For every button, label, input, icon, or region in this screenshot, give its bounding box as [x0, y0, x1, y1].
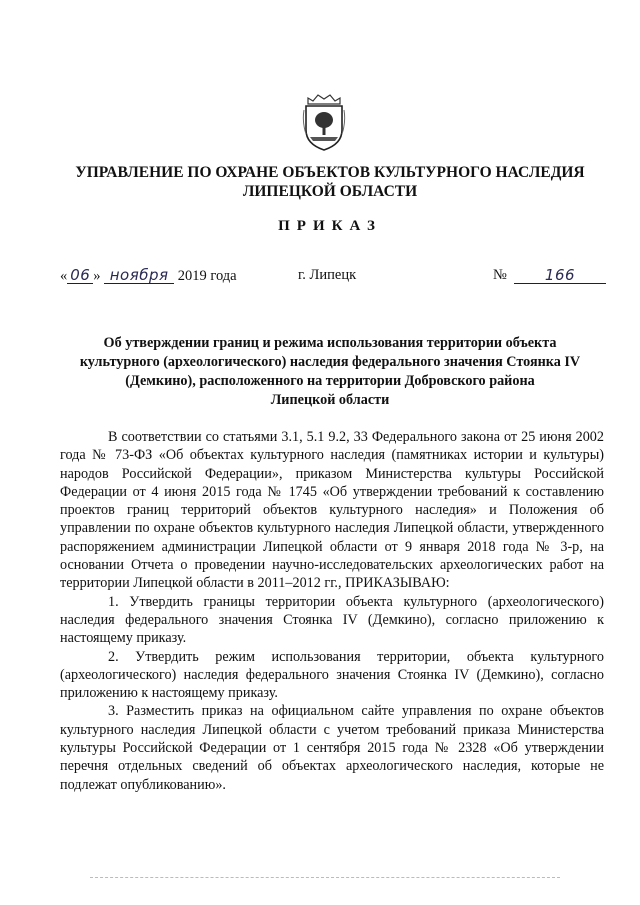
- date-month: ноября: [104, 267, 174, 284]
- subject-line1: Об утверждении границ и режима использования территории объекта: [103, 335, 557, 351]
- order-city: г. Липецк: [298, 267, 357, 283]
- order-date: [60, 267, 237, 285]
- agency-name: [60, 163, 600, 201]
- scan-bottom-edge: [90, 877, 560, 878]
- subject-line3: (Демкино), расположенного на территории Добровского района: [125, 373, 535, 389]
- order-subject: [60, 334, 600, 410]
- subject-line2: культурного (археологического) наследия федерального значения Стоянка IV: [79, 354, 581, 370]
- subject-line4: Липецкой области: [270, 392, 390, 408]
- coat-of-arms-icon: [302, 90, 346, 152]
- date-close-quote: »: [93, 268, 101, 284]
- agency-name-line2: ЛИПЕЦКОЙ ОБЛАСТИ: [242, 183, 418, 200]
- order-title: ПРИКАЗ: [278, 218, 382, 234]
- order-item-2: 2. Утвердить режим использования территории, объекта культурного (археологического) наследия федерального значения Стоянка IV (Демкино), согласно приложению к настоящему приказу.: [60, 648, 604, 702]
- order-item-1: 1. Утвердить границы территории объекта культурного (археологического) наследия федерального значения Стоянка IV (Демкино), согласно приложению к настоящему приказу.: [60, 593, 604, 647]
- date-year: 2019 года: [177, 268, 237, 284]
- preamble-paragraph: В соответствии со статьями 3.1, 5.1 9.2, 33 Федерального закона от 25 июня 2002 года № 73-ФЗ «Об объектах культурного наследия (памятниках истории и культуры) народов Российской Федерации», приказом Министерства культуры Российской Федерации от 4 июня 2015 года № 1745 «Об утверждении требований к составлению проектов границ территорий объектов культурного наследия» и Положения об управлении по охране объектов культурного наследия Липецкой области, утвержденного распоряжением администрации Липецкой области от 9 января 2018 года № 3-р, на основании Отчета о проведении научно-исследовательских археологических работ на территории Липецкой области в 2011–2012 гг., ПРИКАЗЫВАЮ:: [60, 429, 604, 592]
- order-number: 166: [514, 267, 606, 284]
- date-day: 06: [67, 267, 93, 284]
- date-open-quote: «: [60, 268, 68, 284]
- order-item-3: 3. Разместить приказ на официальном сайте управления по охране объектов культурного наследия Липецкой области с учетом требований приказа Министерства культуры Российской Федерации от 1 сентября 2015 года № 2328 «Об утверждении перечня отдельных сведений об объектах археологического наследия, которые не подлежат опубликованию».: [60, 703, 604, 793]
- order-number-sign: №: [493, 267, 507, 283]
- order-body: [60, 428, 604, 794]
- order-dateline: [60, 267, 620, 293]
- agency-name-line1: УПРАВЛЕНИЕ ПО ОХРАНЕ ОБЪЕКТОВ КУЛЬТУРНОГО НАСЛЕДИЯ: [75, 164, 585, 181]
